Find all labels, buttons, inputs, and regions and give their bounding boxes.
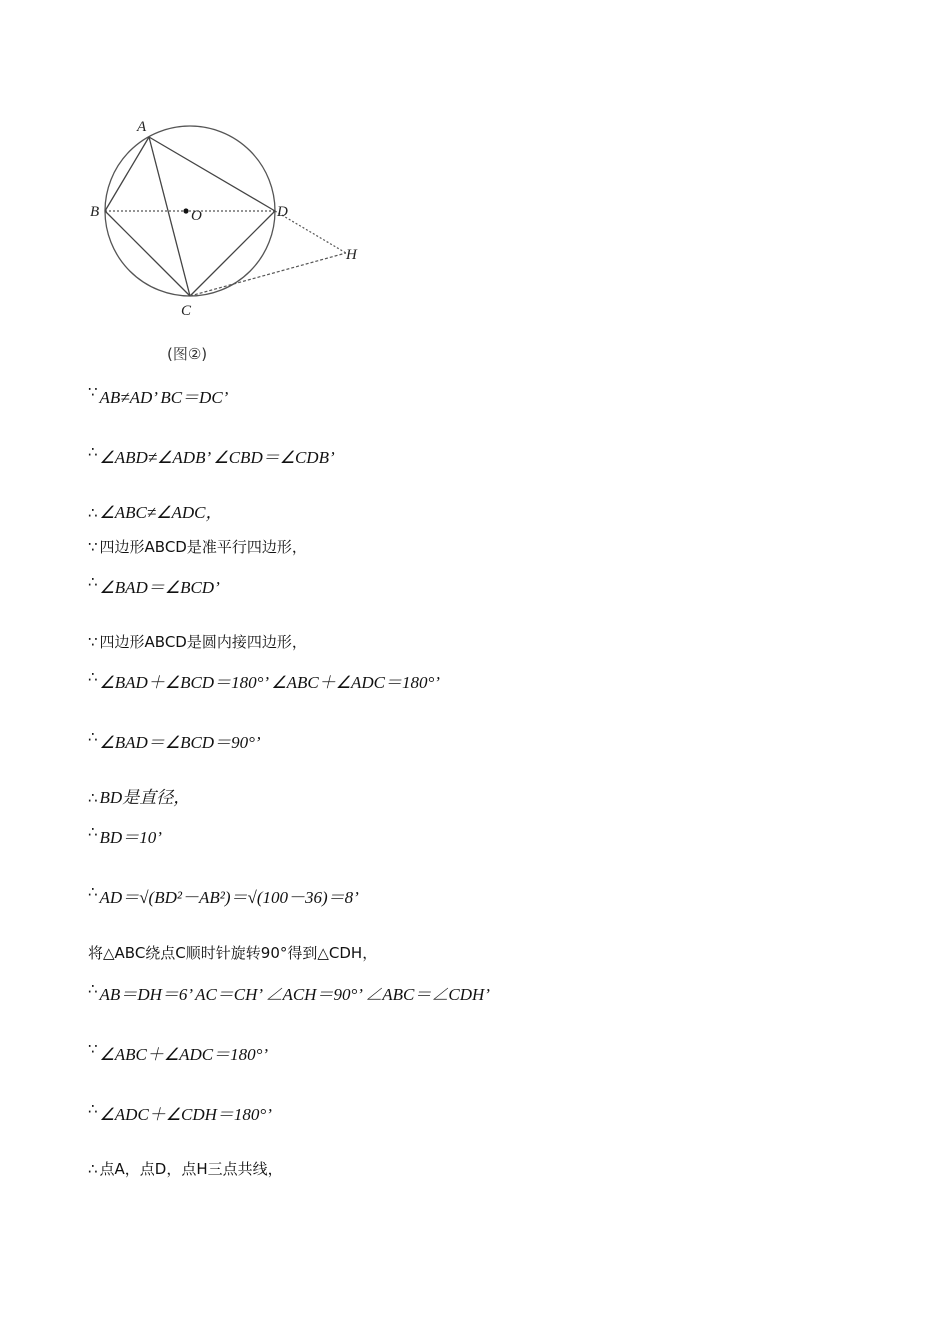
because-symbol: ∵ <box>88 538 98 556</box>
segment-ad <box>149 137 275 211</box>
therefore-symbol: ∴ <box>88 789 98 807</box>
proof-line-2 <box>88 443 335 468</box>
proof-line-16 <box>88 1159 283 1179</box>
proof-text: 四边形ABCD是准平行四边形， <box>99 538 307 556</box>
segment-bc <box>105 211 190 296</box>
proof-text: BD＝10’ <box>99 828 162 847</box>
therefore-symbol: ∴ <box>88 823 98 841</box>
label-o: O <box>191 208 202 224</box>
proof-line-1 <box>88 383 229 408</box>
because-symbol: ∵ <box>88 633 98 651</box>
proof-line-8 <box>88 728 261 753</box>
proof-text: ∠BAD＝∠BCD＝90°’ <box>99 733 261 752</box>
proof-line-3 <box>88 503 222 523</box>
label-a: A <box>137 119 147 135</box>
proof-text: AB＝DH＝6’ AC＝CH’ ∠ACH＝90°’ ∠ABC＝∠CDH’ <box>99 985 490 1004</box>
proof-text: ∠ABC≠∠ADC， <box>99 503 223 522</box>
therefore-symbol: ∴ <box>88 1160 98 1178</box>
segment-ch <box>190 253 346 296</box>
proof-text: AB≠AD’ BC＝DC’ <box>99 388 229 407</box>
proof-line-7 <box>88 668 440 693</box>
proof-line-12 <box>88 943 377 963</box>
therefore-symbol: ∴ <box>88 504 98 522</box>
proof-text: ∠ABD≠∠ADB’ ∠CBD＝∠CDB’ <box>99 448 335 467</box>
because-symbol: ∵ <box>88 383 98 401</box>
therefore-symbol: ∴ <box>88 980 98 998</box>
therefore-symbol: ∴ <box>88 728 98 746</box>
proof-text: BD是直径， <box>99 788 191 807</box>
geometry-figure <box>80 110 380 330</box>
proof-text: AD＝√(BD²－AB²)＝√(100－36)＝8’ <box>99 888 359 907</box>
proof-text: ∠ADC＋∠CDH＝180°’ <box>99 1105 272 1124</box>
proof-line-10 <box>88 823 162 848</box>
figure-caption: (图②) <box>167 345 208 363</box>
proof-line-13 <box>88 980 490 1005</box>
proof-line-4 <box>88 537 307 557</box>
proof-line-5 <box>88 573 220 598</box>
segment-ab <box>105 137 149 211</box>
label-b: B <box>90 204 100 220</box>
label-d: D <box>277 204 288 220</box>
therefore-symbol: ∴ <box>88 883 98 901</box>
proof-line-14 <box>88 1040 269 1065</box>
proof-text: 四边形ABCD是圆内接四边形， <box>99 633 307 651</box>
proof-text: ∠BAD＋∠BCD＝180°’ ∠ABC＋∠ADC＝180°’ <box>99 673 440 692</box>
proof-text: ∠BAD＝∠BCD’ <box>99 578 220 597</box>
proof-line-9 <box>88 788 190 808</box>
center-point <box>183 208 188 213</box>
therefore-symbol: ∴ <box>88 1100 98 1118</box>
therefore-symbol: ∴ <box>88 573 98 591</box>
proof-line-11 <box>88 883 359 908</box>
because-symbol: ∵ <box>88 1040 98 1058</box>
proof-text: ∠ABC＋∠ADC＝180°’ <box>99 1045 269 1064</box>
therefore-symbol: ∴ <box>88 443 98 461</box>
proof-line-15 <box>88 1100 272 1125</box>
label-c: C <box>181 303 192 319</box>
segment-cd <box>190 211 275 296</box>
segment-ac <box>149 137 190 296</box>
proof-text: 点A，点D，点H三点共线， <box>99 1160 283 1178</box>
proof-line-6 <box>88 632 307 652</box>
proof-text: 将△ABC绕点C顺时针旋转90°得到△CDH， <box>88 944 378 962</box>
therefore-symbol: ∴ <box>88 668 98 686</box>
label-h: H <box>346 247 357 263</box>
